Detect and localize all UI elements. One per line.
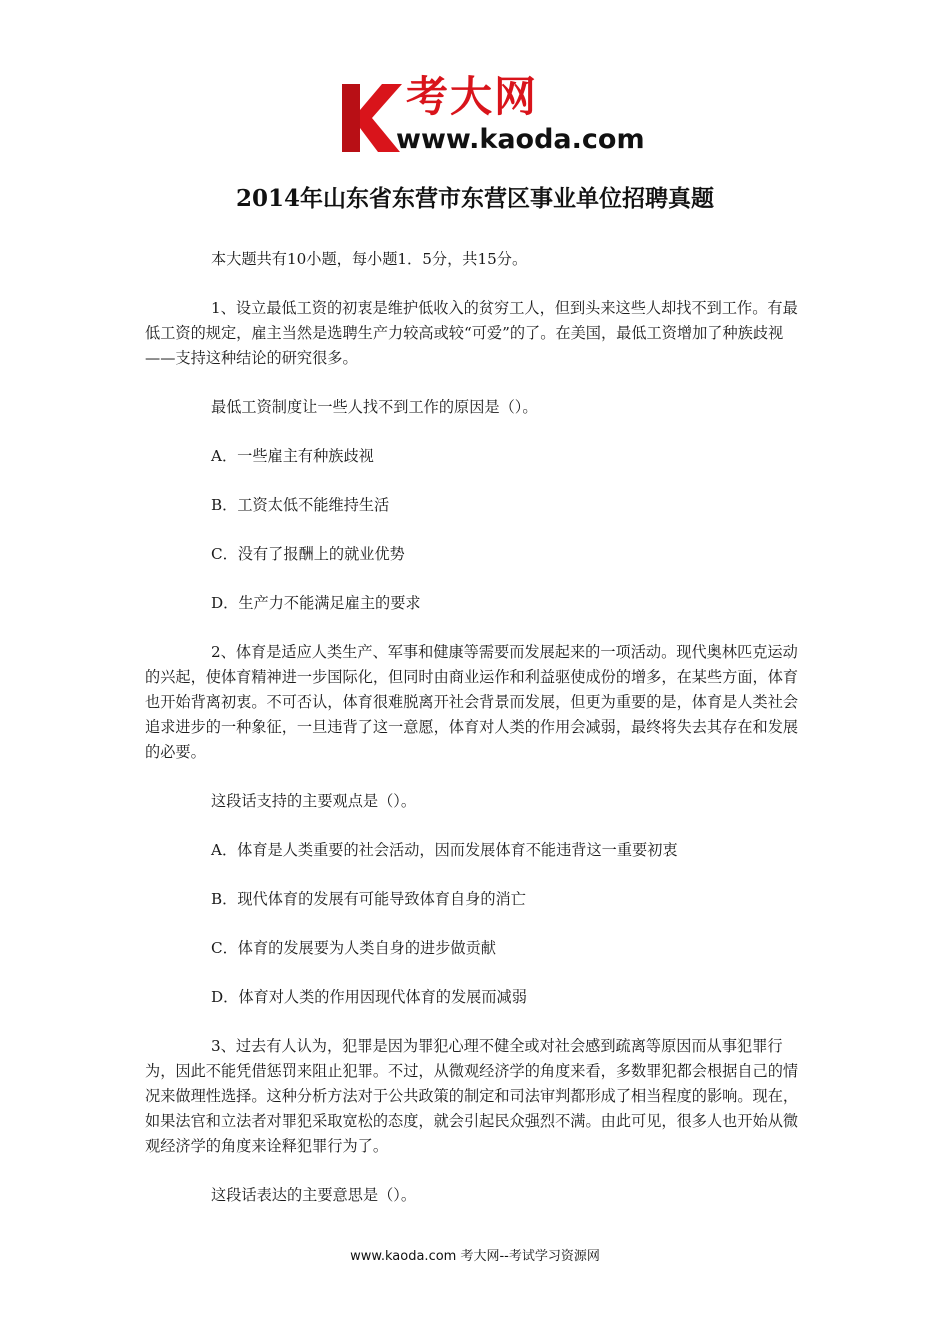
question-2-passage: 2、体育是适应人类生产、军事和健康等需要而发展起来的一项活动。现代奥林匹克运动的兴起，使体育精神进一步国际化，但同时由商业运作和利益驱使成份的增多，在某些方面，体育也开始背离初衷。不可否认，体育很难脱离开社会背景而发展，但更为重要的是，体育是人类社会追求进步的一种象征，一旦违背了这一意愿，体育对人类的作用会减弱，最终将失去其存在和发展的必要。 xyxy=(145,643,799,761)
question-2-stem: 这段话支持的主要观点是（）。 xyxy=(211,792,417,810)
question-1-option-d: D．生产力不能满足雇主的要求 xyxy=(211,594,421,612)
question-1-option-c: C．没有了报酬上的就业优势 xyxy=(211,545,405,563)
question-1-passage: 1、设立最低工资的初衷是维护低收入的贫穷工人，但到头来这些人却找不到工作。有最低工资的规定，雇主当然是选聘生产力较高或较“可爱”的了。在美国，最低工资增加了种族歧视——支持这种结论的研究很多。 xyxy=(145,299,798,367)
page-footer: www.kaoda.com 考大网--考试学习资源网 xyxy=(350,1249,600,1264)
question-1-option-b: B．工资太低不能维持生活 xyxy=(211,496,390,514)
question-3-stem: 这段话表达的主要意思是（）。 xyxy=(211,1186,417,1204)
question-1-stem: 最低工资制度让一些人找不到工作的原因是（）。 xyxy=(211,398,538,416)
intro-text: 本大题共有10小题，每小题1．5分，共15分。 xyxy=(211,250,528,268)
page-title: 2014年山东省东营市东营区事业单位招聘真题 xyxy=(235,185,714,212)
document-body xyxy=(145,247,805,1208)
question-2-option-a: A．体育是人类重要的社会活动，因而发展体育不能违背这一重要初衷 xyxy=(211,841,678,859)
question-1-option-a: A．一些雇主有种族歧视 xyxy=(211,447,374,465)
question-2-option-c: C．体育的发展要为人类自身的进步做贡献 xyxy=(211,939,496,957)
k-logo-icon xyxy=(338,80,404,154)
question-3-passage: 3、过去有人认为，犯罪是因为罪犯心理不健全或对社会感到疏离等原因而从事犯罪行为，因此不能凭借惩罚来阻止犯罪。不过，从微观经济学的角度来看，多数罪犯都会根据自己的情况来做理性选择。这种分析方法对于公共政策的制定和司法审判都形成了相当程度的影响。现在，如果法官和立法者对罪犯采取宽松的态度，就会引起民众强烈不满。由此可见，很多人也开始从微观经济学的角度来诠释犯罪行为了。 xyxy=(145,1037,799,1155)
site-logo xyxy=(338,72,658,158)
question-2-option-b: B．现代体育的发展有可能导致体育自身的消亡 xyxy=(211,890,526,908)
logo-title: 考大网 xyxy=(406,72,539,121)
logo-url: www.kaoda.com xyxy=(396,124,645,155)
question-2-option-d: D．体育对人类的作用因现代体育的发展而减弱 xyxy=(211,988,527,1006)
